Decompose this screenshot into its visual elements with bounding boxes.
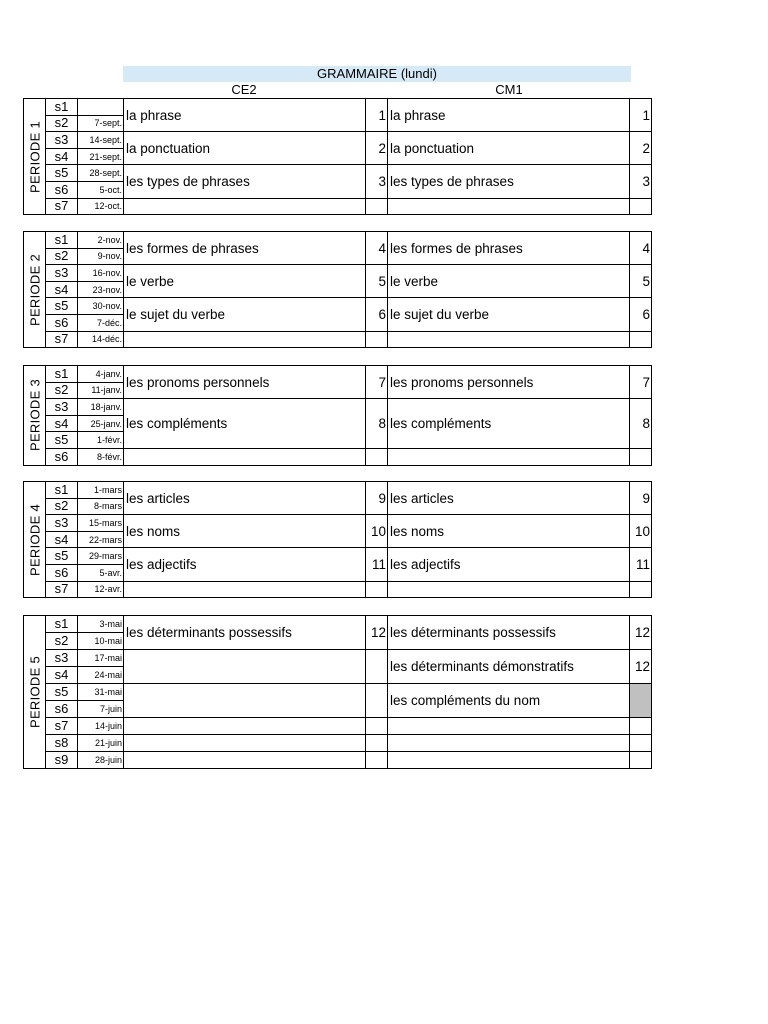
week-row: [24, 331, 652, 348]
ce2-lesson: [124, 735, 366, 752]
cm1-lesson-number: 9: [630, 482, 652, 515]
week-number: s7: [46, 718, 78, 735]
ce2-lesson: le sujet du verbe: [124, 298, 366, 331]
week-date: 25-janv.: [78, 415, 124, 432]
week-row: [24, 132, 652, 149]
ce2-lesson: [124, 752, 366, 769]
week-date: 9-nov.: [78, 248, 124, 265]
week-date: 14-sept.: [78, 132, 124, 149]
period-label: [24, 366, 46, 466]
week-row: [24, 515, 652, 532]
week-number: s5: [46, 684, 78, 701]
week-date: 18-janv.: [78, 399, 124, 416]
week-date: 14-déc.: [78, 331, 124, 348]
cm1-lesson-number: 7: [630, 366, 652, 399]
ce2-lesson-number: 5: [366, 265, 388, 298]
cm1-lesson: [388, 752, 630, 769]
cm1-lesson: les compléments: [388, 399, 630, 449]
ce2-lesson: le verbe: [124, 265, 366, 298]
ce2-lesson-number: [366, 650, 388, 684]
cm1-lesson-number: [630, 718, 652, 735]
week-date: 21-sept.: [78, 148, 124, 165]
cm1-lesson: [388, 581, 630, 598]
ce2-lesson: [124, 448, 366, 465]
week-date: 14-juin: [78, 718, 124, 735]
ce2-lesson: [124, 198, 366, 215]
week-number: s8: [46, 735, 78, 752]
week-number: s4: [46, 667, 78, 684]
cm1-lesson: [388, 198, 630, 215]
week-number: s6: [46, 448, 78, 465]
ce2-lesson: les déterminants possessifs: [124, 616, 366, 650]
period-table-3: [23, 365, 652, 466]
cm1-lesson-number: [630, 198, 652, 215]
ce2-lesson-number: [366, 752, 388, 769]
week-date: 12-oct.: [78, 198, 124, 215]
week-date: 4-janv.: [78, 366, 124, 383]
week-number: s5: [46, 298, 78, 315]
week-date: 28-juin: [78, 752, 124, 769]
cm1-lesson-number: 8: [630, 399, 652, 449]
cm1-lesson-number: 6: [630, 298, 652, 331]
week-row: [24, 399, 652, 416]
ce2-lesson-number: [366, 198, 388, 215]
ce2-lesson-number: 12: [366, 616, 388, 650]
ce2-lesson-number: 2: [366, 132, 388, 165]
period-table-2: [23, 231, 652, 348]
week-date: 7-sept.: [78, 115, 124, 132]
cm1-lesson: les pronoms personnels: [388, 366, 630, 399]
period-name: PERIODE 5: [27, 655, 42, 729]
cm1-lesson-number: 2: [630, 132, 652, 165]
week-date: 12-avr.: [78, 581, 124, 598]
week-date: 29-mars: [78, 548, 124, 565]
ce2-lesson: [124, 718, 366, 735]
period-label: [24, 616, 46, 769]
week-number: s1: [46, 482, 78, 499]
week-row: [24, 165, 652, 182]
week-date: 3-mai: [78, 616, 124, 633]
cm1-lesson: la phrase: [388, 99, 630, 132]
week-row: [24, 366, 652, 383]
cm1-lesson: le verbe: [388, 265, 630, 298]
cm1-lesson: les compléments du nom: [388, 684, 630, 718]
cm1-lesson: les articles: [388, 482, 630, 515]
ce2-lesson-number: 4: [366, 232, 388, 265]
week-date: 5-avr.: [78, 564, 124, 581]
week-date: 17-mai: [78, 650, 124, 667]
cm1-lesson-number: [630, 448, 652, 465]
week-date: 10-mai: [78, 633, 124, 650]
week-date: 1-mars: [78, 482, 124, 499]
cm1-lesson: la ponctuation: [388, 132, 630, 165]
week-number: s4: [46, 148, 78, 165]
week-row: [24, 99, 652, 116]
ce2-lesson: les noms: [124, 515, 366, 548]
cm1-lesson: [388, 735, 630, 752]
cm1-lesson-number: 10: [630, 515, 652, 548]
week-row: [24, 232, 652, 249]
ce2-lesson-number: 7: [366, 366, 388, 399]
week-number: s7: [46, 331, 78, 348]
cm1-lesson-number: [630, 735, 652, 752]
period-label: [24, 99, 46, 215]
week-number: s4: [46, 415, 78, 432]
week-date: 11-janv.: [78, 382, 124, 399]
cm1-lesson-number: [630, 581, 652, 598]
week-number: s3: [46, 399, 78, 416]
week-date: 21-juin: [78, 735, 124, 752]
cm1-lesson-number: 12: [630, 616, 652, 650]
ce2-lesson: les types de phrases: [124, 165, 366, 198]
week-number: s6: [46, 181, 78, 198]
period-name: PERIODE 4: [27, 503, 42, 576]
cm1-lesson: les formes de phrases: [388, 232, 630, 265]
week-date: 7-juin: [78, 701, 124, 718]
cm1-lesson: [388, 331, 630, 348]
week-row: [24, 735, 652, 752]
period-name: PERIODE 2: [27, 253, 42, 326]
week-date: 30-nov.: [78, 298, 124, 315]
week-number: s4: [46, 281, 78, 298]
week-number: s2: [46, 633, 78, 650]
ce2-lesson: [124, 684, 366, 718]
ce2-lesson-number: 9: [366, 482, 388, 515]
week-row: [24, 616, 652, 633]
period-label: [24, 482, 46, 598]
week-row: [24, 581, 652, 598]
week-number: s6: [46, 314, 78, 331]
week-date: 16-nov.: [78, 265, 124, 282]
week-number: s9: [46, 752, 78, 769]
week-number: s1: [46, 232, 78, 249]
week-row: [24, 198, 652, 215]
week-number: s5: [46, 548, 78, 565]
cm1-lesson: [388, 718, 630, 735]
week-number: s6: [46, 701, 78, 718]
cm1-lesson-number: [630, 684, 652, 718]
week-row: [24, 298, 652, 315]
cm1-lesson: les déterminants possessifs: [388, 616, 630, 650]
ce2-lesson-number: 3: [366, 165, 388, 198]
ce2-lesson-number: 6: [366, 298, 388, 331]
week-date: 15-mars: [78, 515, 124, 532]
week-number: s1: [46, 616, 78, 633]
cm1-lesson-number: 1: [630, 99, 652, 132]
ce2-lesson: les adjectifs: [124, 548, 366, 581]
week-number: s7: [46, 198, 78, 215]
week-number: s2: [46, 248, 78, 265]
week-row: [24, 718, 652, 735]
period-table-1: [23, 98, 652, 215]
cm1-lesson: les adjectifs: [388, 548, 630, 581]
week-row: [24, 448, 652, 465]
cm1-lesson: [388, 448, 630, 465]
cm1-lesson-number: 11: [630, 548, 652, 581]
week-row: [24, 752, 652, 769]
period-table-5: [23, 615, 652, 769]
week-date: 8-mars: [78, 498, 124, 515]
column-header-ce2: CE2: [231, 82, 257, 97]
ce2-lesson-number: [366, 735, 388, 752]
ce2-lesson: les articles: [124, 482, 366, 515]
period-name: PERIODE 1: [27, 120, 42, 193]
week-date: 28-sept.: [78, 165, 124, 182]
week-number: s6: [46, 564, 78, 581]
week-date: 5-oct.: [78, 181, 124, 198]
week-date: 31-mai: [78, 684, 124, 701]
ce2-lesson: les compléments: [124, 399, 366, 449]
ce2-lesson: [124, 650, 366, 684]
week-number: s4: [46, 531, 78, 548]
period-label: [24, 232, 46, 348]
ce2-lesson-number: 10: [366, 515, 388, 548]
ce2-lesson-number: [366, 718, 388, 735]
week-number: s2: [46, 498, 78, 515]
cm1-lesson: le sujet du verbe: [388, 298, 630, 331]
column-header-cm1: CM1: [495, 82, 523, 97]
week-number: s2: [46, 115, 78, 132]
week-row: [24, 684, 652, 701]
ce2-lesson: la ponctuation: [124, 132, 366, 165]
week-number: s5: [46, 432, 78, 449]
cm1-lesson-number: 5: [630, 265, 652, 298]
ce2-lesson-number: [366, 581, 388, 598]
ce2-lesson-number: 1: [366, 99, 388, 132]
ce2-lesson-number: [366, 448, 388, 465]
week-row: [24, 482, 652, 499]
week-number: s3: [46, 265, 78, 282]
ce2-lesson: les pronoms personnels: [124, 366, 366, 399]
cm1-lesson-number: 4: [630, 232, 652, 265]
ce2-lesson-number: [366, 684, 388, 718]
cm1-lesson-number: 12: [630, 650, 652, 684]
week-number: s7: [46, 581, 78, 598]
week-date: 23-nov.: [78, 281, 124, 298]
week-date: 8-févr.: [78, 448, 124, 465]
week-date: 22-mars: [78, 531, 124, 548]
ce2-lesson: la phrase: [124, 99, 366, 132]
week-date: [78, 99, 124, 116]
week-number: s2: [46, 382, 78, 399]
week-row: [24, 265, 652, 282]
cm1-lesson-number: [630, 331, 652, 348]
week-number: s3: [46, 515, 78, 532]
ce2-lesson: les formes de phrases: [124, 232, 366, 265]
week-row: [24, 650, 652, 667]
week-date: 7-déc.: [78, 314, 124, 331]
cm1-lesson: les déterminants démonstratifs: [388, 650, 630, 684]
cm1-lesson-number: [630, 752, 652, 769]
ce2-lesson-number: [366, 331, 388, 348]
week-date: 2-nov.: [78, 232, 124, 249]
week-number: s5: [46, 165, 78, 182]
sheet-title: GRAMMAIRE (lundi): [123, 66, 631, 82]
ce2-lesson-number: 8: [366, 399, 388, 449]
period-name: PERIODE 3: [27, 379, 42, 452]
week-number: s1: [46, 99, 78, 116]
ce2-lesson-number: 11: [366, 548, 388, 581]
ce2-lesson: [124, 331, 366, 348]
week-date: 24-mai: [78, 667, 124, 684]
week-number: s1: [46, 366, 78, 383]
week-row: [24, 548, 652, 565]
week-number: s3: [46, 132, 78, 149]
period-table-4: [23, 481, 652, 598]
cm1-lesson-number: 3: [630, 165, 652, 198]
ce2-lesson: [124, 581, 366, 598]
cm1-lesson: les noms: [388, 515, 630, 548]
cm1-lesson: les types de phrases: [388, 165, 630, 198]
week-date: 1-févr.: [78, 432, 124, 449]
week-number: s3: [46, 650, 78, 667]
